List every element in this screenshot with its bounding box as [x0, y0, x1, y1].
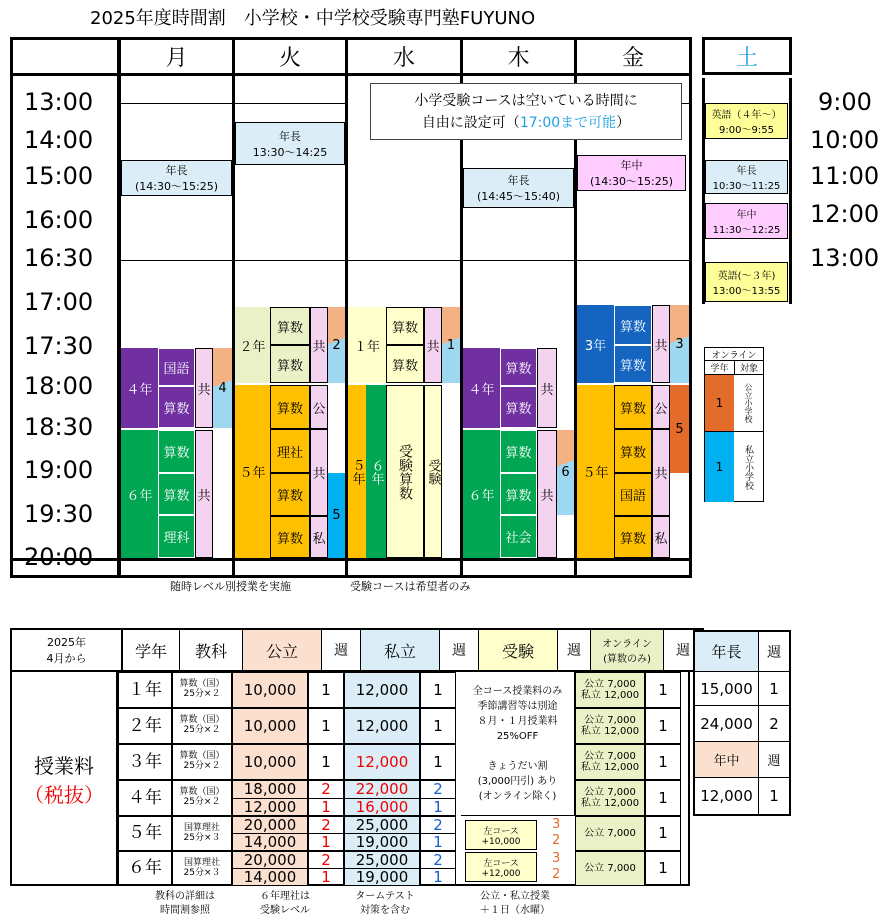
- sat-english-upper: [705, 103, 788, 139]
- kinder-w-1: 1: [759, 672, 789, 706]
- fee-value: 19,000: [355, 868, 409, 886]
- fee-cell-onw: 1: [645, 816, 681, 851]
- wed-kyo: 共: [424, 307, 442, 383]
- fri-sansu-b: 算数: [614, 345, 652, 383]
- fee-value: 1: [321, 752, 331, 771]
- tue-sansu-c: 算数: [270, 385, 310, 429]
- footnote-c: タームテスト 対策を含む: [355, 891, 415, 916]
- fee-week-head: 週: [440, 629, 479, 671]
- fee-online-head: オンライン (算数のみ): [591, 629, 664, 671]
- fee-week-head: 週: [322, 629, 361, 671]
- fee-cell-pub: [232, 744, 308, 780]
- fee-value: 1: [433, 680, 443, 699]
- mon-rika: 理科: [158, 515, 195, 558]
- fee-value: 1: [321, 868, 331, 886]
- fee-grade-head: 学年: [122, 629, 180, 671]
- time-label: 16:30: [24, 244, 94, 272]
- fee-cell-pubw: [308, 744, 344, 780]
- fee-week-head: 週: [664, 629, 704, 671]
- kinder-tue: [235, 122, 345, 165]
- fee-value: 18,000: [233, 781, 307, 799]
- mon-sansu: 算数: [158, 386, 195, 428]
- fri-n5: 5: [670, 385, 689, 473]
- mon-grade4: ４年: [121, 348, 158, 428]
- fri-ko: 公: [652, 385, 670, 429]
- fee-cell-online: 公立 7,000: [575, 816, 645, 851]
- wed-grade1: １年: [348, 307, 386, 383]
- fee-exam-head: 受験: [479, 629, 558, 671]
- mon-n4: 4: [213, 348, 232, 428]
- fri-sansu-d: 算数: [614, 429, 652, 473]
- header-divider: [10, 73, 692, 76]
- nenchu-fee: 12,000: [695, 778, 759, 814]
- fee-value: 14,000: [243, 868, 297, 886]
- nenchu-week-head: 週: [759, 742, 789, 778]
- thu-sansu-a: 算数: [500, 348, 537, 386]
- kinder-w-2: 2: [759, 706, 789, 742]
- exam-w5b: 2: [552, 833, 561, 848]
- tue-sansu-a: 算数: [270, 307, 310, 345]
- fee-table-wrap: [10, 628, 704, 672]
- fee-week-head: 週: [558, 629, 591, 671]
- fee-cell-online: 公立 7,000: [575, 851, 645, 886]
- wed-juken-sansu: 受験算数: [386, 385, 424, 558]
- fee-cell-online: 公立 7,000 私立 12,000: [575, 708, 645, 744]
- tue-ko: 公: [310, 385, 328, 429]
- fee-value: 2: [309, 852, 343, 870]
- note-text: 自由に設定可（: [421, 114, 520, 131]
- online-target1: 公立小学校: [744, 383, 753, 423]
- note-highlight: 17:00まで可能: [519, 114, 617, 131]
- exam-g6: 左コース +12,000: [465, 852, 537, 882]
- mon-sansu-b: 算数: [158, 473, 195, 515]
- sat-time-label: 11:00: [810, 162, 880, 190]
- fee-cell-onw: 1: [645, 708, 681, 744]
- thu-grade4: ４年: [463, 348, 500, 428]
- fee-cell-subject: 算数（国） 25分×２: [172, 708, 232, 744]
- fee-value: 12,000: [355, 752, 409, 771]
- nenchu-fee-head: 年中: [695, 742, 759, 778]
- tue-sansu-b: 算数: [270, 345, 310, 383]
- thu-grade6: ６年: [463, 430, 500, 558]
- fee-cell-onw: 1: [645, 672, 681, 708]
- tue-sansu-d: 算数: [270, 473, 310, 516]
- fee-value: 12,000: [355, 716, 409, 735]
- fee-public-head: 公立: [243, 629, 322, 671]
- fee-cell-pubw: [308, 780, 344, 816]
- page-title: 2025年度時間割 小学校・中学校受験専門塾FUYUNO: [90, 8, 536, 29]
- fee-value: 1: [321, 833, 331, 851]
- fee-value: 19,000: [355, 833, 409, 851]
- fri-kyo: 共: [652, 305, 670, 383]
- kinder-fee-head: 年長: [695, 632, 759, 672]
- time-label: 17:00: [24, 288, 94, 316]
- online-legend-header: [705, 361, 763, 375]
- mon-sansu-a: 算数: [158, 430, 195, 473]
- fee-value: 16,000: [355, 797, 409, 816]
- wed-sansu-b: 算数: [386, 345, 424, 383]
- online-grade2: 1: [705, 432, 734, 502]
- thu-sansu-d: 算数: [500, 473, 537, 515]
- tue-kyo: 共: [310, 307, 328, 383]
- fee-subject-head: 教科: [180, 629, 243, 671]
- nenchu-fri: [577, 155, 686, 191]
- sat-label: 英語（４年〜）: [711, 110, 782, 121]
- online-legend-row2: [705, 432, 763, 502]
- fee-value: 20,000: [233, 852, 307, 870]
- thu-shakai: 社会: [500, 515, 537, 558]
- fri-kyo2: 共: [652, 429, 670, 516]
- wed-juken: 受験: [424, 385, 442, 558]
- mon-kokugo: 国語: [158, 348, 195, 386]
- fee-value: 1: [433, 752, 443, 771]
- fri-grade5: ５年: [577, 385, 614, 558]
- fee-value: 12,000: [355, 680, 409, 699]
- fee-value: 10,000: [243, 752, 297, 771]
- fee-cell-onw: 1: [645, 851, 681, 886]
- fee-cell-subject: 国算理社 25分×３: [172, 816, 232, 851]
- fee-header-row: [11, 629, 703, 671]
- hline: [235, 103, 345, 104]
- footnote-b: ６年理社は 受験レベル: [260, 891, 310, 916]
- sat-time-label: 13:00: [810, 244, 880, 272]
- kinder-time: (14:45〜15:40): [477, 190, 560, 203]
- time-label: 16:00: [24, 206, 94, 234]
- fee-cell-pubw: [308, 708, 344, 744]
- online-legend-row1: [705, 375, 763, 432]
- sat-time: 9:00〜9:55: [719, 125, 774, 136]
- mon-grade6: ６年: [121, 430, 158, 558]
- kinder-mon: [121, 160, 232, 196]
- day-fri: 金: [621, 46, 644, 71]
- thu-sansu-c: 算数: [500, 430, 537, 473]
- thu-kyo2: 共: [537, 430, 557, 558]
- fee-value: 10,000: [243, 680, 297, 699]
- sat-nenchu: [705, 203, 788, 239]
- kinder-fee-1: 15,000: [695, 672, 759, 706]
- kinder-week-head: 週: [759, 632, 789, 672]
- fee-cell-grade: １年: [118, 672, 172, 708]
- sat-time: 13:00〜13:55: [712, 286, 781, 297]
- day-sat: 土: [702, 37, 792, 75]
- fee-value: 1: [433, 868, 443, 886]
- fee-cell-priw: [420, 672, 456, 708]
- fee-value: 10,000: [243, 716, 297, 735]
- fee-cell-grade: ３年: [118, 744, 172, 780]
- fee-value: 2: [309, 781, 343, 799]
- hline: [121, 103, 232, 104]
- exam-w6b: 2: [552, 867, 561, 882]
- fee-label-cell: [12, 672, 118, 886]
- online-legend-col2: 対象: [739, 364, 758, 374]
- kinder-label: 年長: [165, 164, 188, 177]
- fee-cell-grade: ４年: [118, 780, 172, 816]
- note-line2: [422, 112, 630, 134]
- fee-cell-pub: [232, 672, 308, 708]
- fri-grade3: 3年: [577, 305, 614, 383]
- fee-value: 1: [321, 797, 331, 816]
- thu-sansu-b: 算数: [500, 386, 537, 428]
- fee-cell-pub: [232, 816, 308, 851]
- fri-sansu-a: 算数: [614, 305, 652, 345]
- fee-cell-grade: ６年: [118, 851, 172, 886]
- note-box: [370, 83, 682, 140]
- fee-value: 25,000: [345, 852, 419, 870]
- fee-table: [10, 628, 704, 672]
- time-label: 17:30: [24, 332, 94, 360]
- tue-grade5: ５年: [235, 385, 270, 558]
- wed-n1: 1: [442, 307, 460, 383]
- fri-sansu-e: 算数: [614, 516, 652, 558]
- fee-cell-online: 公立 7,000 私立 12,000: [575, 672, 645, 708]
- exam-w5a: 3: [552, 817, 561, 832]
- fee-cell-pub: [232, 780, 308, 816]
- fee-cell-priw: [420, 780, 456, 816]
- bottom-line: [10, 558, 692, 561]
- footnote-a: 教科の詳細は 時間割参照: [155, 891, 215, 916]
- online-legend-title: オンライン: [705, 348, 763, 361]
- kinder-time: (14:30〜15:25): [135, 180, 218, 193]
- tue-sansu-e: 算数: [270, 516, 310, 558]
- fee-cell-subject: 算数（国） 25分×２: [172, 780, 232, 816]
- wed-grade5: ５年: [348, 385, 366, 558]
- time-label: 14:00: [24, 126, 94, 154]
- sat-kinder: [705, 160, 788, 194]
- fee-cell-priw: [420, 744, 456, 780]
- fee-value: 2: [421, 781, 455, 799]
- sat-time-label: 9:00: [818, 88, 872, 116]
- mon-kyo2: 共: [195, 430, 213, 558]
- fee-value: 22,000: [345, 781, 419, 799]
- sat-label: 年長: [736, 166, 757, 177]
- fee-cell-subject: 国算理社 25分×３: [172, 851, 232, 886]
- fee-cell-onw: 1: [645, 780, 681, 816]
- fee-cell-grade: ５年: [118, 816, 172, 851]
- sat-time-label: 12:00: [810, 200, 880, 228]
- kinder-time: 13:30〜14:25: [252, 145, 328, 159]
- fee-value: 1: [433, 833, 443, 851]
- fee-value: 2: [421, 852, 455, 870]
- day-wed: 水: [392, 46, 415, 71]
- sat-time: 10:30〜11:25: [712, 181, 781, 192]
- kinder-fee-2: 24,000: [695, 706, 759, 742]
- fee-value: 14,000: [243, 833, 297, 851]
- fri-sansu-c: 算数: [614, 385, 652, 429]
- kinder-label: 年長: [279, 129, 301, 143]
- note-mid: 受験コースは希望者のみ: [350, 580, 471, 593]
- fee-value: 25,000: [345, 817, 419, 835]
- exam-w6a: 3: [552, 851, 561, 866]
- fee-value: 1: [433, 716, 443, 735]
- fee-cell-pubw: [308, 816, 344, 851]
- day-mon: 月: [165, 46, 188, 71]
- kinder-time: (14:30〜15:25): [590, 175, 673, 188]
- fee-cell-pubw: [308, 672, 344, 708]
- fee-cell-subject: 算数（国） 25分×２: [172, 744, 232, 780]
- fee-cell-pri: [344, 744, 420, 780]
- fee-cell-onw: 1: [645, 744, 681, 780]
- fee-value: 20,000: [233, 817, 307, 835]
- exam-info: 全コース授業料のみ 季節講習等は別途 ８月・１月授業料 25%OFF きょうだい割 (3,000円引) あり (オンライン除く): [461, 672, 575, 816]
- tue-kyo2: 共: [310, 429, 328, 516]
- fee-cell-priw: [420, 816, 456, 851]
- fri-n3: 3: [670, 305, 689, 383]
- wed-sansu-a: 算数: [386, 307, 424, 345]
- fee-cell-pri: [344, 708, 420, 744]
- tue-n5: 5: [328, 473, 345, 558]
- fee-value: 2: [421, 817, 455, 835]
- fee-value: 1: [321, 716, 331, 735]
- time-label: 20:00: [24, 543, 94, 571]
- fee-cell-pri: [344, 816, 420, 851]
- time-label: 13:00: [24, 88, 94, 116]
- online-target2: 私立小学校: [743, 444, 753, 490]
- exam-g5: 左コース +10,000: [465, 820, 537, 850]
- fee-cell-online: 公立 7,000 私立 12,000: [575, 780, 645, 816]
- fee-cell-pub: [232, 708, 308, 744]
- sat-label: 年中: [736, 210, 757, 221]
- fee-value: 1: [321, 680, 331, 699]
- fee-cell-priw: [420, 708, 456, 744]
- fee-cell-pubw: [308, 851, 344, 886]
- fee-value: 1: [433, 797, 443, 816]
- time-label: 18:30: [24, 413, 94, 441]
- fee-cell-pri: [344, 672, 420, 708]
- note-end: ）: [616, 114, 631, 131]
- fee-cell-pri: [344, 780, 420, 816]
- hline: [121, 260, 689, 261]
- nenchu-w: 1: [769, 787, 779, 805]
- sat-time: 11:30〜12:25: [712, 225, 781, 236]
- sat-label: 英語(〜３年): [717, 271, 776, 282]
- time-label: 19:00: [24, 456, 94, 484]
- fri-kokugo: 国語: [614, 473, 652, 516]
- fee-cell-subject: 算数（国） 25分×２: [172, 672, 232, 708]
- day-tue: 火: [278, 46, 301, 71]
- tue-grade2: ２年: [235, 307, 270, 383]
- fee-cell-priw: [420, 851, 456, 886]
- online-legend: [704, 347, 764, 502]
- wed-grade6: ６年: [366, 385, 386, 558]
- day-thu: 木: [507, 46, 530, 71]
- fee-cell-pub: [232, 851, 308, 886]
- mon-kyo: 共: [195, 348, 213, 428]
- fee-cell-pri: [344, 851, 420, 886]
- note-left: 随時レベル別授業を実施: [170, 580, 291, 593]
- fee-value: 2: [309, 817, 343, 835]
- online-legend-col1: 学年: [705, 361, 735, 374]
- fri-shi: 私: [652, 516, 670, 558]
- sat-time-label: 10:00: [810, 126, 880, 154]
- footnote-d: 公立・私立授業 ＋１日（水曜）: [480, 891, 550, 916]
- online-grade1: 1: [705, 375, 734, 431]
- fee-private-head: 私立: [361, 629, 440, 671]
- fee-value: 12,000: [243, 797, 297, 816]
- tue-rishya: 理社: [270, 429, 310, 473]
- thu-kyo: 共: [537, 348, 557, 428]
- tue-shi: 私: [310, 516, 328, 558]
- time-label: 18:00: [24, 372, 94, 400]
- sat-english-lower: [705, 262, 788, 302]
- kinder-thu: [463, 168, 574, 208]
- fee-cell-grade: ２年: [118, 708, 172, 744]
- fee-cell-online: 公立 7,000 私立 12,000: [575, 744, 645, 780]
- fee-tax: （税抜）: [24, 783, 104, 807]
- fee-label: 授業料: [34, 754, 94, 778]
- time-label: 15:00: [24, 162, 94, 190]
- fee-since: 2025年 4月から: [11, 629, 122, 671]
- tue-n2: 2: [328, 307, 345, 383]
- kinder-label: 年長: [507, 174, 530, 187]
- note-line1: 小学受験コースは空いている時間に: [414, 92, 638, 109]
- thu-n6: 6: [557, 430, 574, 515]
- time-label: 19:30: [24, 500, 94, 528]
- kinder-label: 年中: [620, 159, 643, 172]
